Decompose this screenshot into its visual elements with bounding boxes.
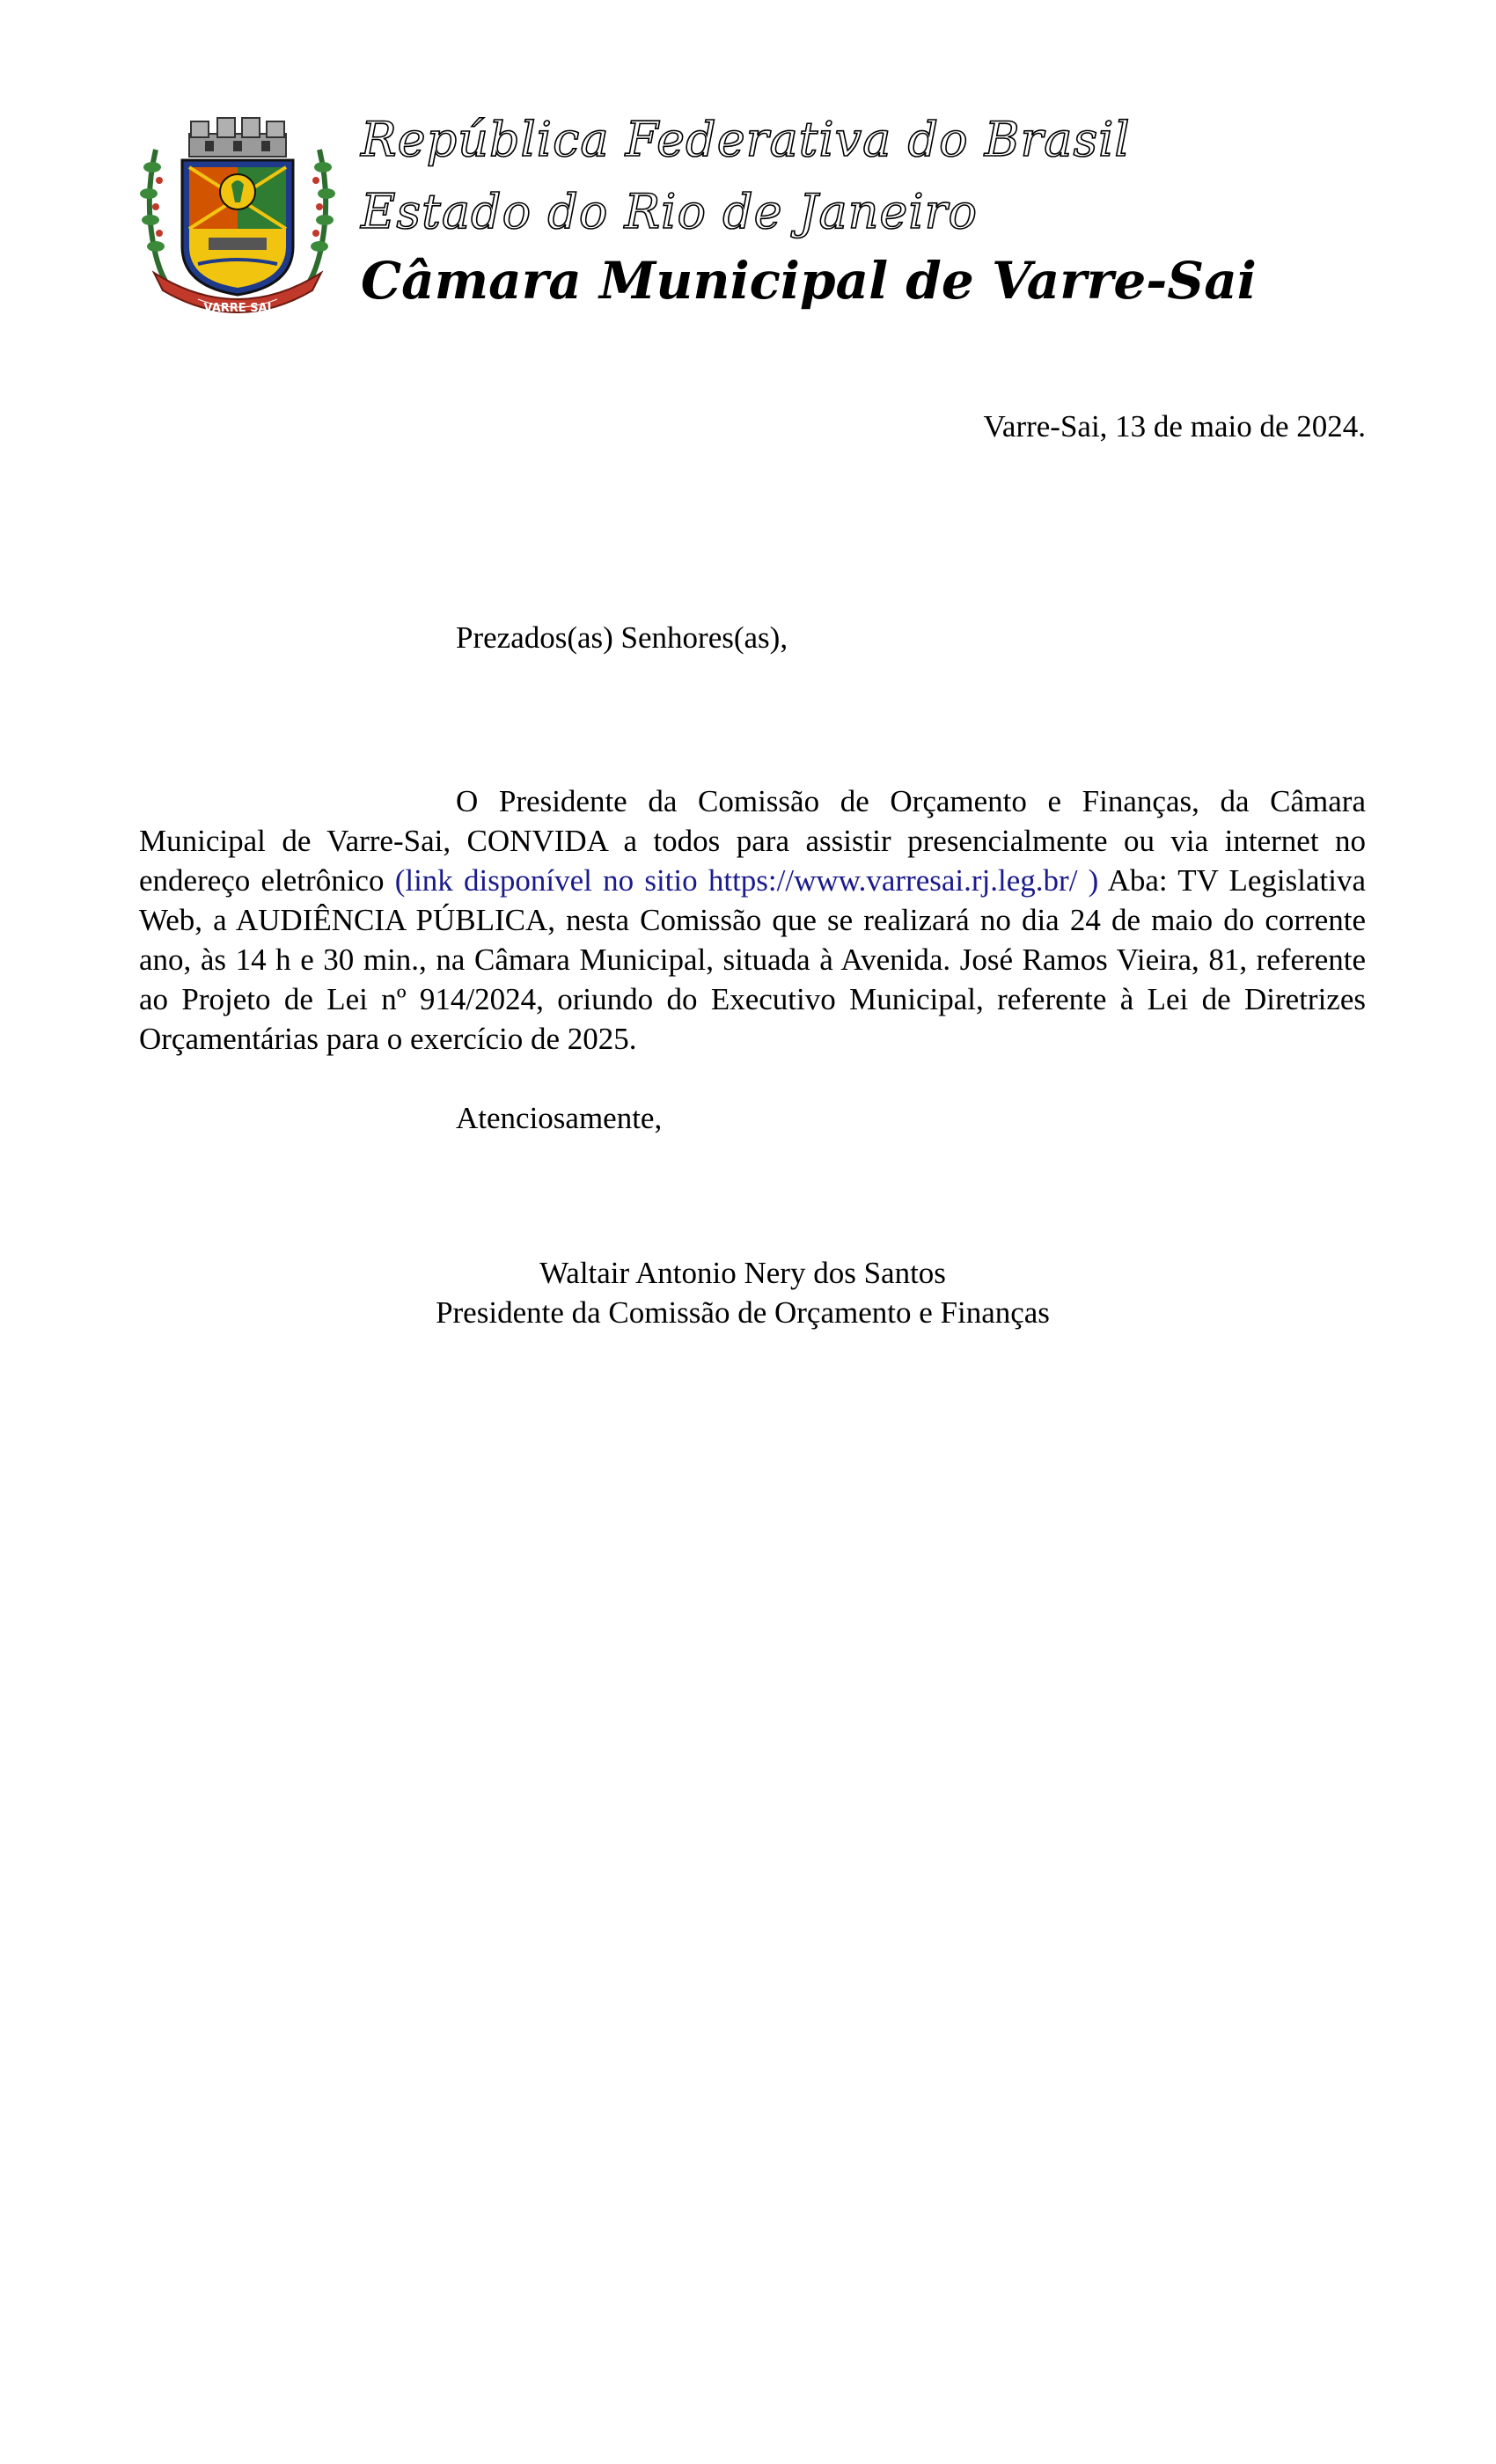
body-part-1: O Presidente da Comissão de Orçamento e Finanças, da Câmara Municipal de Varre-Sai, CONVIDA a todos para assistir presencialmente ou via internet no endereço eletrônico bbox=[139, 784, 1366, 898]
salutation: Prezados(as) Senhores(as), bbox=[456, 620, 788, 655]
coat-of-arms-icon bbox=[136, 114, 339, 326]
emblem-text: VARRE SAI bbox=[203, 302, 272, 315]
signatory-name: Waltair Antonio Nery dos Santos bbox=[539, 1256, 946, 1290]
signature-block bbox=[0, 1253, 1496, 1332]
signatory-title: Presidente da Comissão de Orçamento e Finanças bbox=[436, 1295, 1050, 1330]
closing: Atenciosamente, bbox=[456, 1101, 663, 1135]
body-part-2: Aba: TV Legislativa Web, a AUDIÊNCIA PÚBLICA, nesta Comissão que se realizará no dia 24 de maio do corrente ano, às 14 h e 30 min., na Câmara Municipal, situada à Avenida. José Ramos Vieira, 81, referente ao Projeto de Lei nº 914/2024, oriundo do Executivo Municipal, referente à Lei de Diretrizes Orçamentárias para o exercício de 2025. bbox=[139, 863, 1367, 1056]
right-vine bbox=[304, 150, 335, 290]
mural-crown bbox=[189, 118, 286, 157]
left-vine bbox=[140, 150, 172, 290]
letterhead-republica: República Federativa do Brasil bbox=[361, 112, 1131, 167]
website-link[interactable]: (link disponível no sitio https://www.varresai.rj.leg.br/ ) bbox=[394, 863, 1099, 898]
letterhead-estado: Estado do Rio de Janeiro bbox=[361, 184, 978, 239]
letter-date: Varre-Sai, 13 de maio de 2024. bbox=[983, 409, 1366, 444]
letterhead-camara: Câmara Municipal de Varre-Sai bbox=[361, 251, 1257, 311]
shield bbox=[182, 160, 293, 295]
letter-body bbox=[139, 781, 1366, 1059]
letterhead bbox=[136, 106, 1257, 326]
